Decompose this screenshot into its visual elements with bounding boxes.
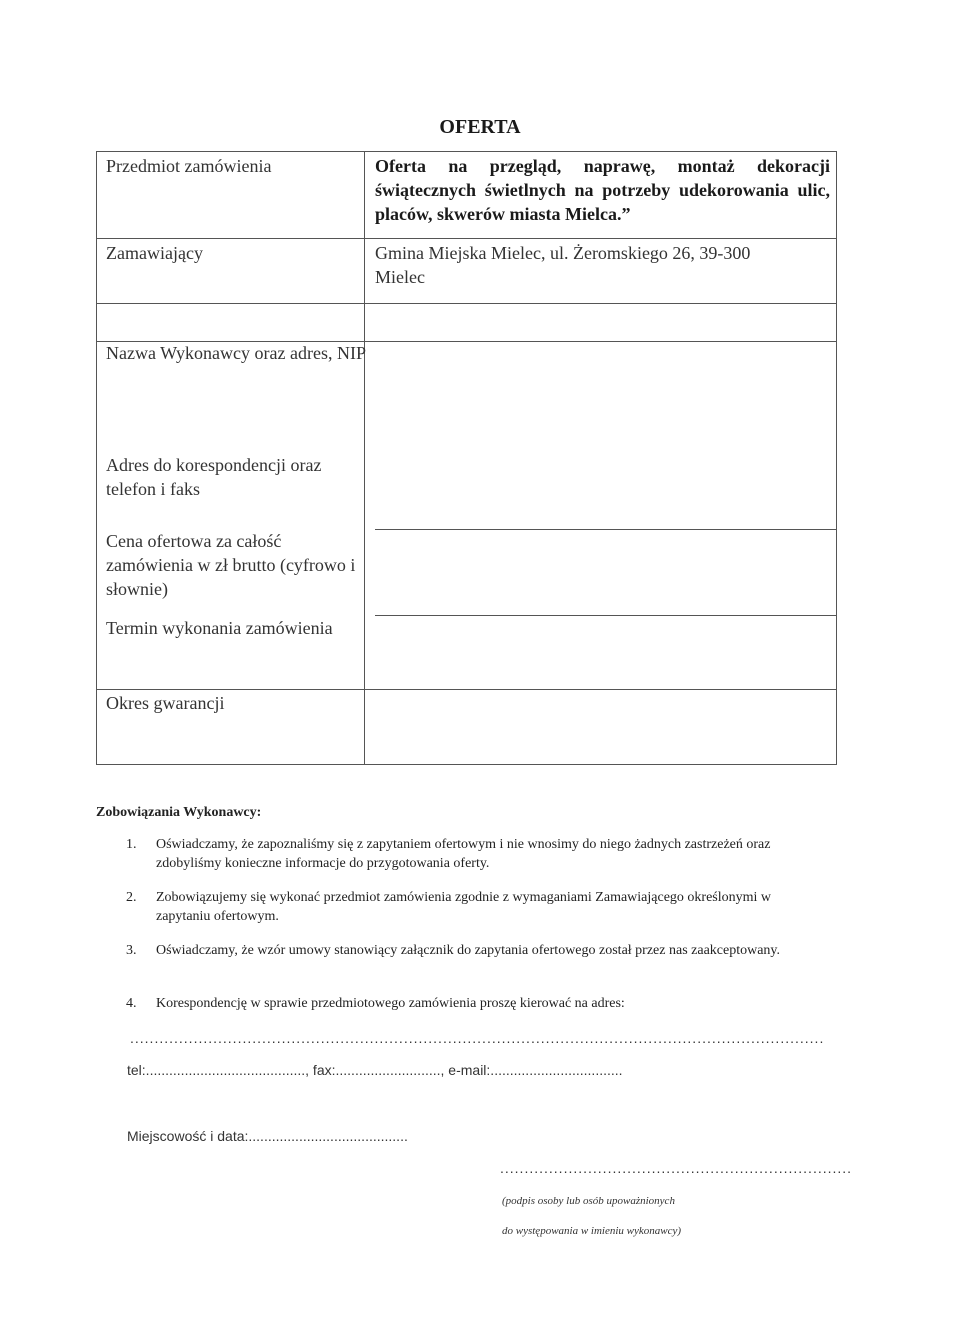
value-ordering-party: Gmina Miejska Mielec, ul. Żeromskiego 26, 39-300 Mielec xyxy=(375,243,751,287)
label-offer-price: Cena ofertowa za całość zamówienia w zł brutto (cyfrowo i słownie) xyxy=(106,531,356,599)
address-line[interactable]: .............................................................................................................................................. xyxy=(130,1030,825,1046)
table-border-bottom xyxy=(96,764,837,765)
value-subject: Oferta na przegląd, naprawę, montaż dekoracji świątecznych świetlnych na potrzeby udekorowania ulic, placów, skwerów miasta Mielca.” xyxy=(375,156,830,224)
label-contractor-name: Nazwa Wykonawcy oraz adres, NIP xyxy=(106,343,366,363)
item-text: Oświadczamy, że zapoznaliśmy się z zapytaniem ofertowym i nie wnosimy do niego żadnych zastrzeżeń oraz zdobyliśmy konieczne informacje do przygotowania oferty. xyxy=(156,837,771,871)
label-ordering-party: Zamawiający xyxy=(106,243,203,263)
contact-line[interactable]: tel:........................................., fax:..........................., e-mail:.................................. xyxy=(127,1062,623,1078)
item-text: Korespondencję w sprawie przedmiotowego zamówienia proszę kierować na adres: xyxy=(156,996,625,1011)
signature-caption-1: (podpis osoby lub osób upoważnionych xyxy=(502,1195,675,1207)
document-title: OFERTA xyxy=(439,116,521,138)
item-number: 2. xyxy=(126,890,137,905)
place-date-line[interactable]: Miejscowość i data:......................................... xyxy=(127,1128,408,1144)
row-divider xyxy=(375,615,837,616)
row-divider xyxy=(375,529,837,530)
obligations-heading: Zobowiązania Wykonawcy: xyxy=(96,805,262,820)
item-text: Oświadczamy, że wzór umowy stanowiący załącznik do zapytania ofertowego został przez nas zaakceptowany. xyxy=(156,943,781,958)
signature-line[interactable]: ........................................................................ xyxy=(500,1160,853,1176)
label-completion-date: Termin wykonania zamówienia xyxy=(106,618,333,638)
row-divider xyxy=(96,689,837,690)
signature-caption-2: do występowania w imieniu wykonawcy) xyxy=(502,1225,682,1237)
label-warranty-period: Okres gwarancji xyxy=(106,693,225,713)
item-text: Zobowiązujemy się wykonać przedmiot zamówienia zgodnie z wymaganiami Zamawiającego określonymi w zapytaniu ofertowym. xyxy=(156,890,772,924)
table-border-top xyxy=(96,151,837,152)
item-number: 1. xyxy=(126,837,137,852)
table-border-left xyxy=(96,151,97,765)
label-subject: Przedmiot zamówienia xyxy=(106,156,272,176)
row-divider xyxy=(96,303,837,304)
item-number: 3. xyxy=(126,943,137,958)
item-number: 4. xyxy=(126,996,137,1011)
label-correspondence-address: Adres do korespondencji oraz telefon i faks xyxy=(106,455,322,499)
row-divider xyxy=(96,238,837,239)
table-border-right xyxy=(836,151,837,765)
